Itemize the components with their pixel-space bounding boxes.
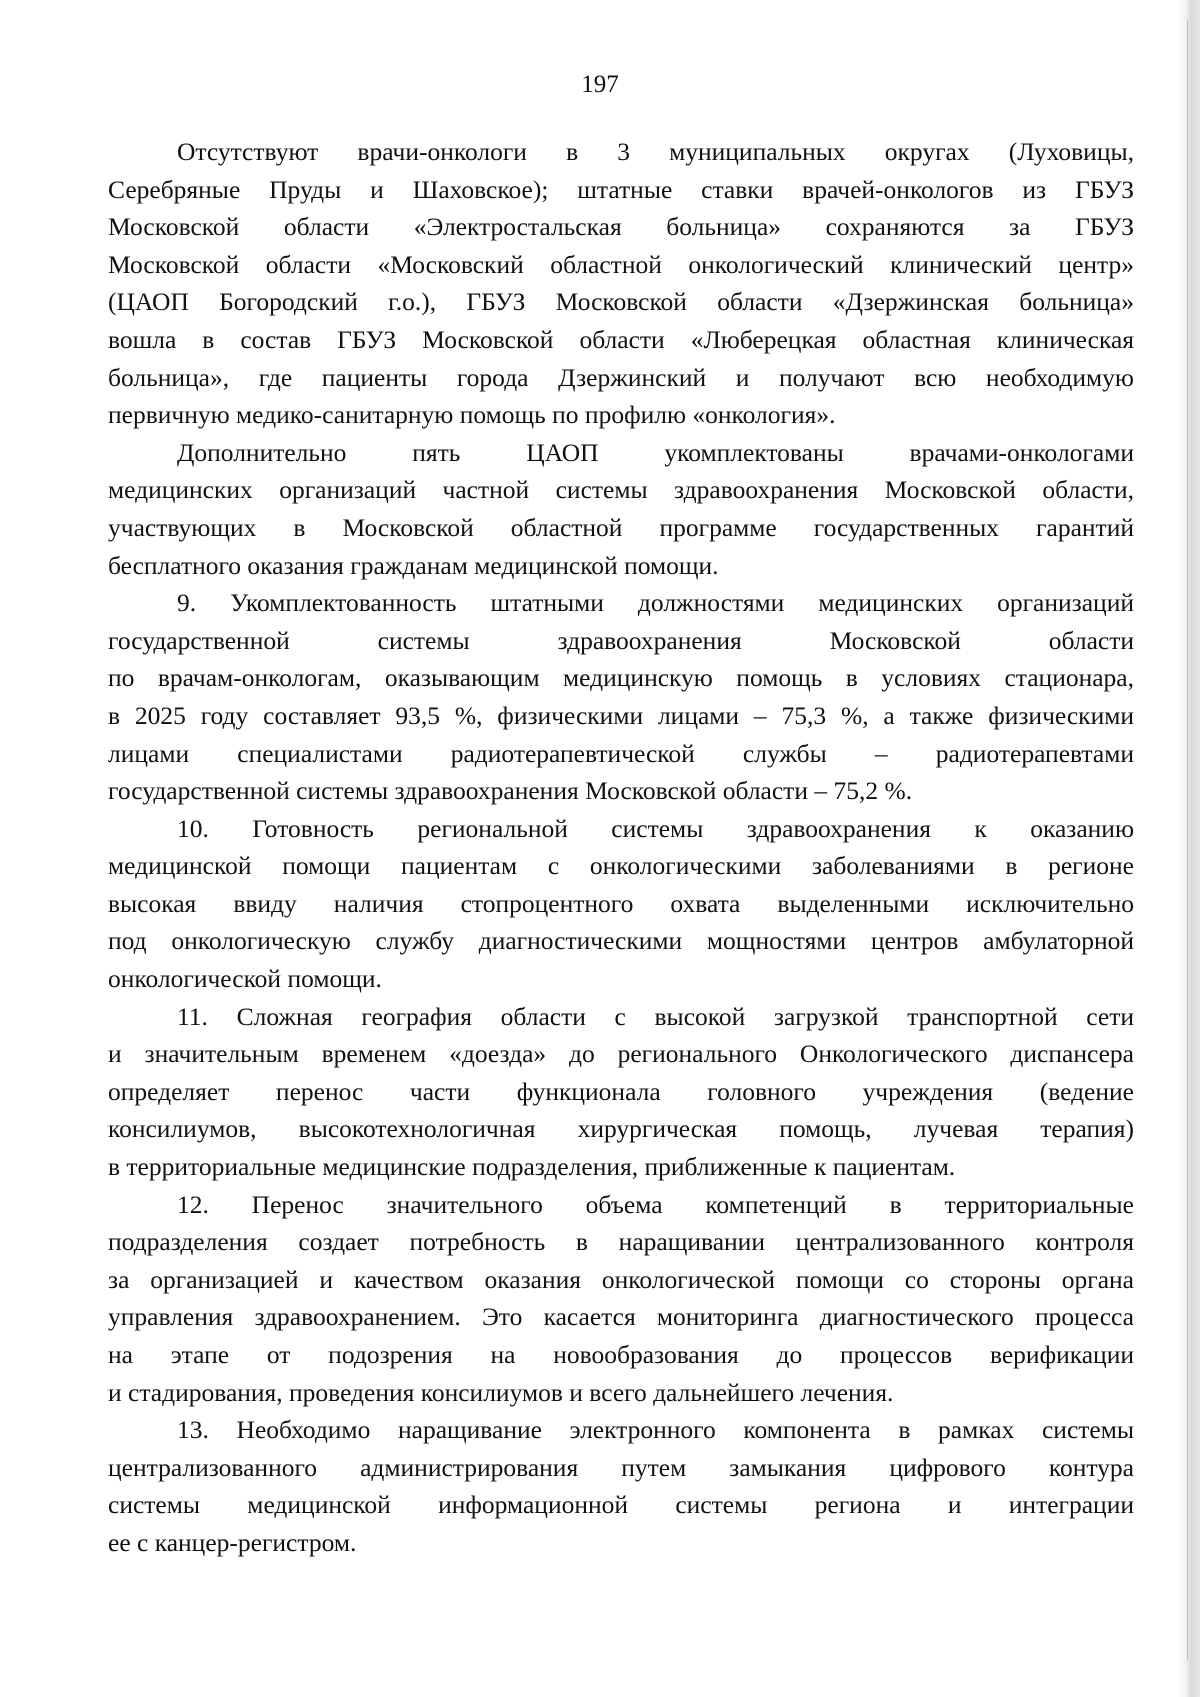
text-line: медицинской помощи пациентам с онкологическими заболеваниями в регионе <box>108 851 1134 881</box>
text-line: Московской области «Электростальская больница» сохраняются за ГБУЗ <box>108 212 1134 242</box>
text-line: Дополнительно пять ЦАОП укомплектованы врачами-онкологами <box>177 437 1134 467</box>
text-line: системы медицинской информационной системы региона и интеграции <box>108 1490 1134 1520</box>
text-line: лицами специалистами радиотерапевтической службы – радиотерапевтами <box>108 738 1134 768</box>
text-line: подразделения создает потребность в наращивании централизованного контроля <box>108 1227 1134 1257</box>
text-line: (ЦАОП Богородский г.о.), ГБУЗ Московской области «Дзержинская больница» <box>108 287 1134 317</box>
text-line: высокая ввиду наличия стопроцентного охвата выделенными исключительно <box>108 888 1134 918</box>
paragraph-item-9 <box>108 584 1134 810</box>
text-line: медицинских организаций частной системы здравоохранения Московской области, <box>108 475 1134 505</box>
text-line: в территориальные медицинские подразделения, приближенные к пациентам. <box>108 1152 956 1182</box>
document-body <box>108 133 1134 1562</box>
text-line: бесплатного оказания гражданам медицинской помощи. <box>108 550 719 580</box>
text-line: ее с канцер-регистром. <box>108 1527 357 1557</box>
text-line: больница», где пациенты города Дзержинский и получают всю необходимую <box>108 362 1134 392</box>
text-line: 10. Готовность региональной системы здравоохранения к оказанию <box>177 813 1134 843</box>
text-line: Серебряные Пруды и Шаховское); штатные ставки врачей-онкологов из ГБУЗ <box>108 174 1134 204</box>
text-line: в 2025 году составляет 93,5 %, физическими лицами – 75,3 %, а также физическими <box>108 700 1134 730</box>
text-line: первичную медико-санитарную помощь по профилю «онкология». <box>108 400 836 430</box>
text-line: вошла в состав ГБУЗ Московской области «Люберецкая областная клиническая <box>108 324 1134 354</box>
paragraph-item-11 <box>108 998 1134 1186</box>
text-line: 11. Сложная география области с высокой загрузкой транспортной сети <box>177 1001 1134 1031</box>
text-line: по врачам-онкологам, оказывающим медицинскую помощь в условиях стационара, <box>108 663 1134 693</box>
text-line: консилиумов, высокотехнологичная хирургическая помощь, лучевая терапия) <box>108 1114 1134 1144</box>
text-line: определяет перенос части функционала головного учреждения (ведение <box>108 1076 1134 1106</box>
text-line: Московской области «Московский областной онкологический клинический центр» <box>108 249 1134 279</box>
text-line: государственной системы здравоохранения Московской области <box>108 625 1134 655</box>
text-line: государственной системы здравоохранения Московской области – 75,2 %. <box>108 776 913 806</box>
text-line: управления здравоохранением. Это касается мониторинга диагностического процесса <box>108 1302 1134 1332</box>
text-line: онкологической помощи. <box>108 964 382 994</box>
paragraph-private-staffing <box>108 434 1134 584</box>
text-line: на этапе от подозрения на новообразования до процессов верификации <box>108 1340 1134 1369</box>
page-number: 197 <box>581 71 619 98</box>
paragraph-item-10 <box>108 810 1134 998</box>
paragraph-item-13 <box>108 1411 1134 1561</box>
text-line: под онкологическую службу диагностическими мощностями центров амбулаторной <box>108 926 1134 956</box>
scan-edge-shadow <box>1178 0 1200 1697</box>
text-line: 12. Перенос значительного объема компетенций в территориальные <box>177 1189 1134 1219</box>
paragraph-item-12 <box>108 1186 1134 1412</box>
text-line: Отсутствуют врачи-онкологи в 3 муниципальных округах (Луховицы, <box>177 137 1134 166</box>
text-line: 9. Укомплектованность штатными должностями медицинских организаций <box>177 588 1134 618</box>
text-line: централизованного администрирования путем замыкания цифрового контура <box>108 1452 1134 1482</box>
text-line: участвующих в Московской областной программе государственных гарантий <box>108 512 1134 542</box>
text-line: и стадирования, проведения консилиумов и всего дальнейшего лечения. <box>108 1377 894 1407</box>
paragraph-oncologists-absence <box>108 133 1134 434</box>
text-line: и значительным временем «доезда» до регионального Онкологического диспансера <box>108 1039 1134 1069</box>
text-line: 13. Необходимо наращивание электронного компонента в рамках системы <box>177 1415 1134 1445</box>
text-line: за организацией и качеством оказания онкологической помощи со стороны органа <box>108 1264 1134 1294</box>
scan-edge-line <box>1187 20 1188 1660</box>
